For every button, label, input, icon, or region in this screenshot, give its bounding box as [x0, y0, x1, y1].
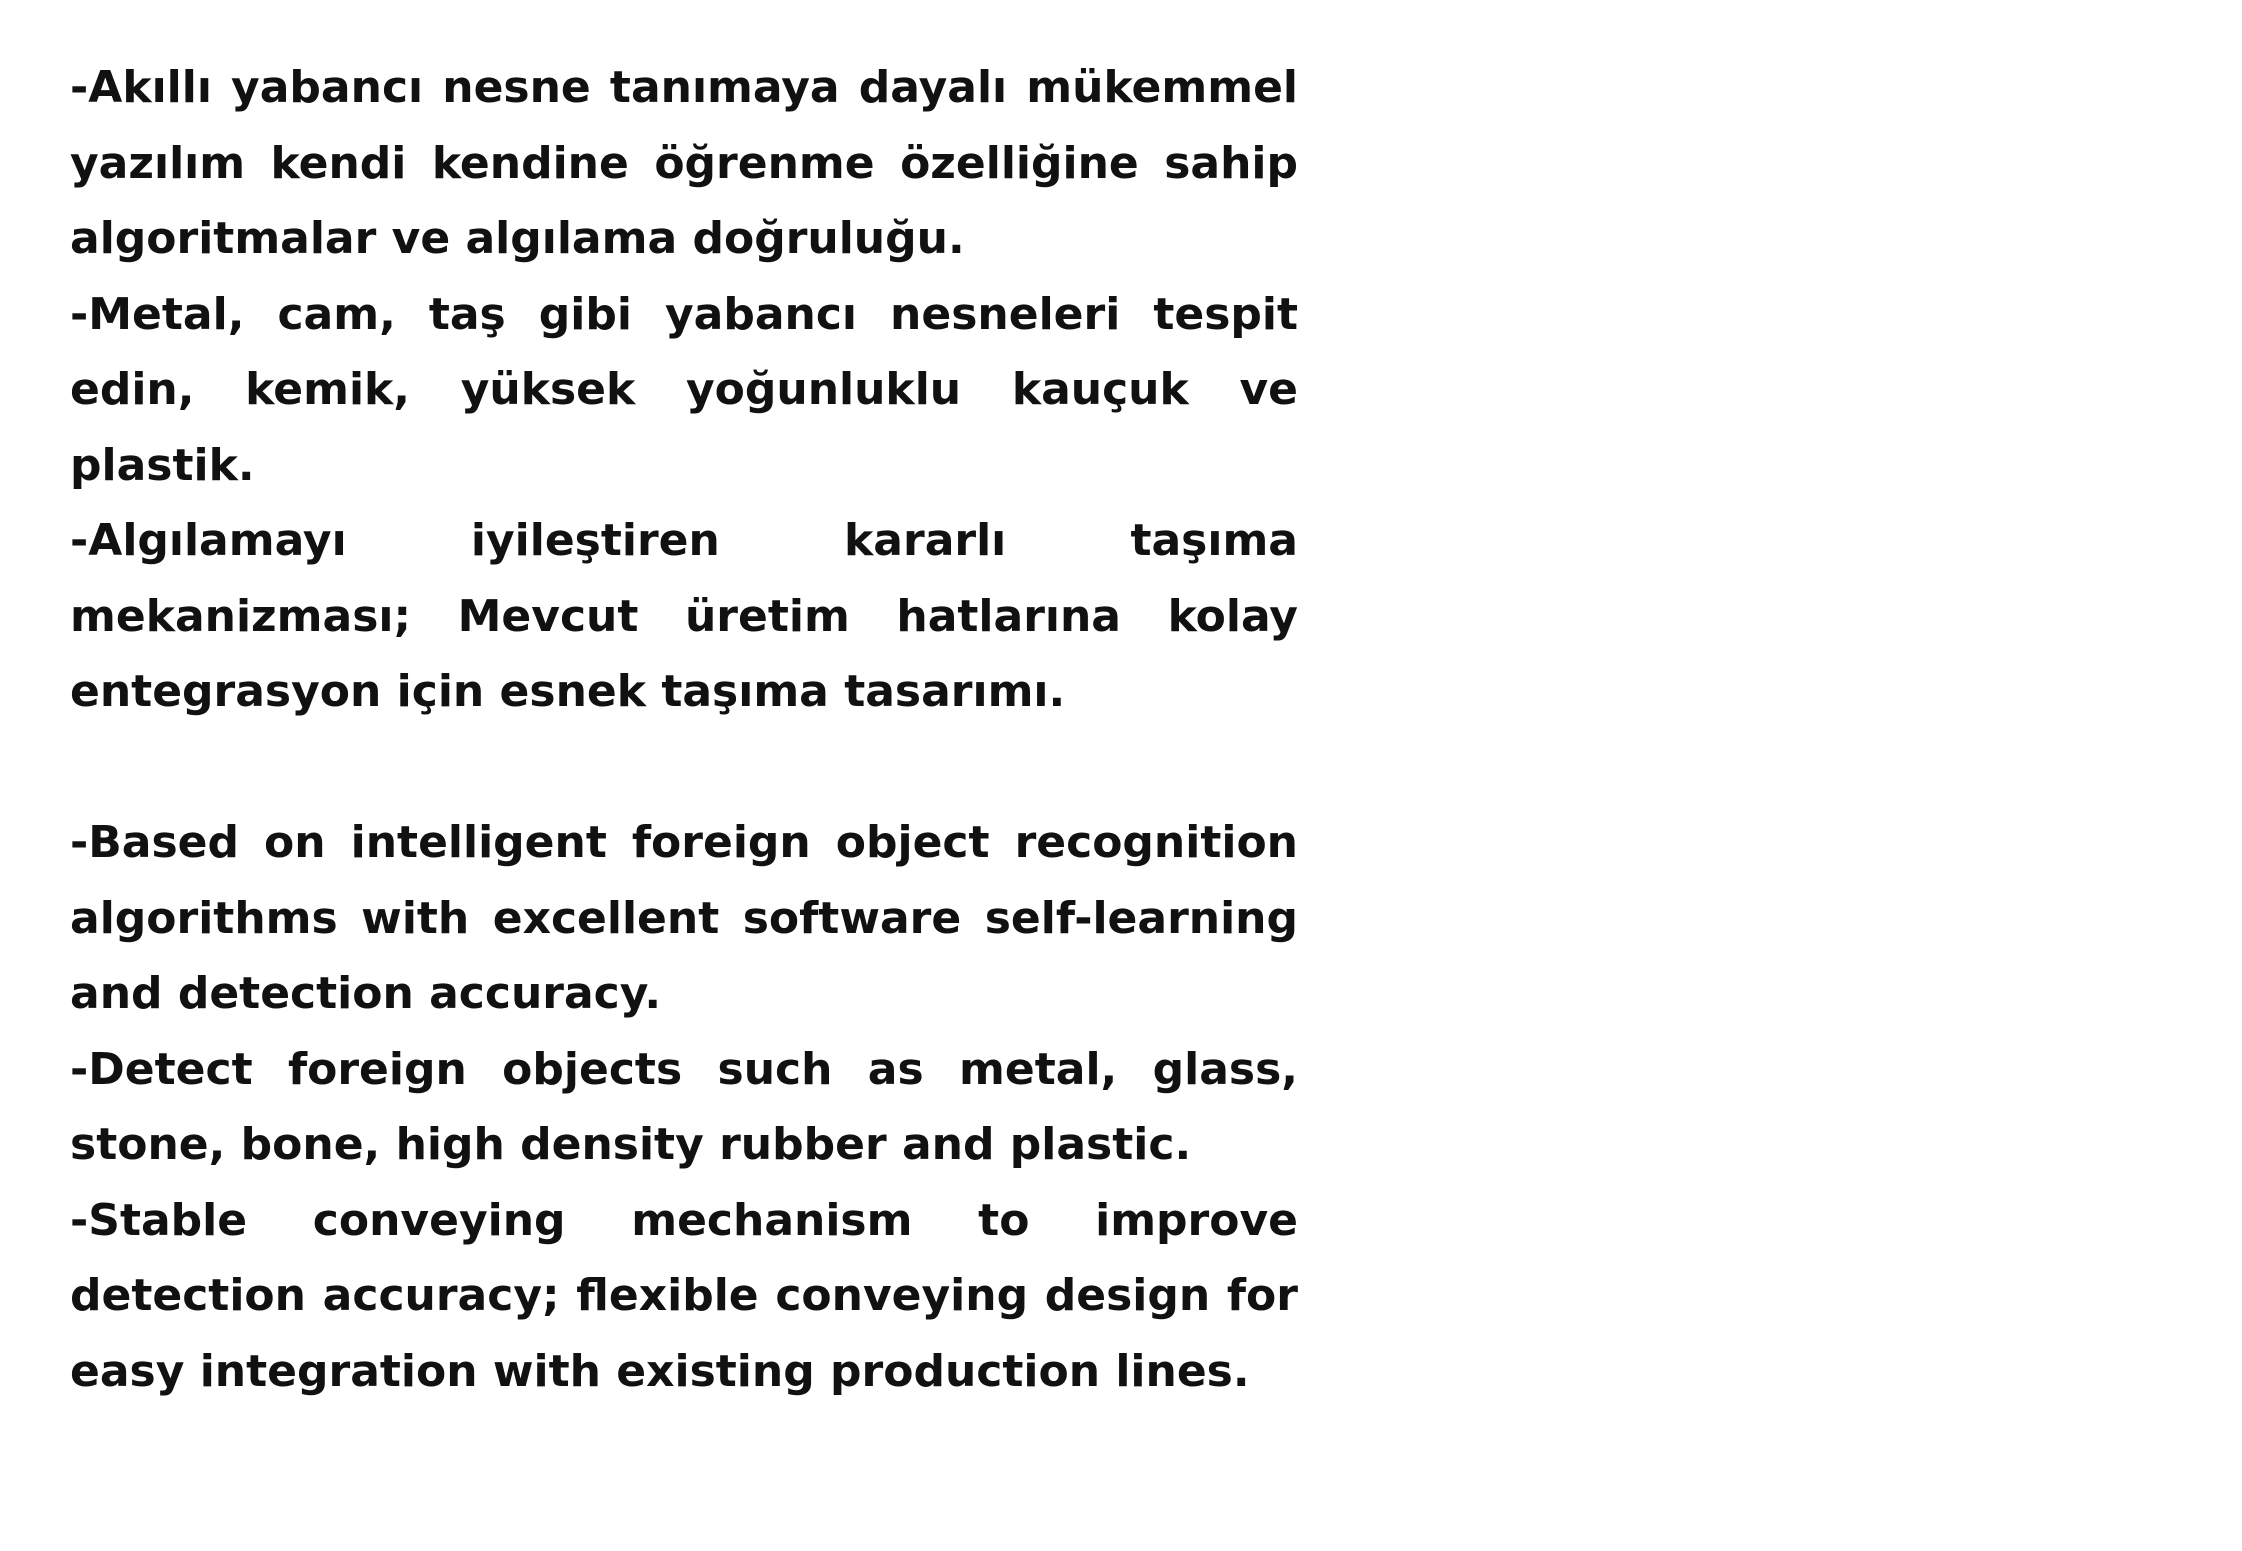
english-section: [70, 805, 1298, 1409]
paragraph-en-conveying: -Stable conveying mechanism to improve detection accuracy; flexible conveying design for easy integration with existing production lines.: [70, 1194, 1298, 1397]
turkish-section: [70, 50, 1298, 730]
document-body: [70, 50, 1298, 1409]
paragraph-en-recognition: -Based on intelligent foreign object recognition algorithms with excellent software self-learning and detection accuracy.: [70, 817, 1298, 1019]
paragraph-en-detect-objects: -Detect foreign objects such as metal, glass, stone, bone, high density rubber and plastic.: [70, 1043, 1298, 1170]
paragraph-tr-detect-objects: -Metal, cam, taş gibi yabancı nesneleri tespit edin, kemik, yüksek yoğunluklu kauçuk ve plastik.: [70, 288, 1298, 491]
paragraph-tr-recognition: -Akıllı yabancı nesne tanımaya dayalı mükemmel yazılım kendi kendine öğrenme özelliğine sahip algoritmalar ve algılama doğruluğu.: [70, 62, 1298, 264]
paragraph-tr-conveying: -Algılamayı iyileştiren kararlı taşıma mekanizması; Mevcut üretim hatlarına kolay entegrasyon için esnek taşıma tasarımı.: [70, 515, 1298, 717]
